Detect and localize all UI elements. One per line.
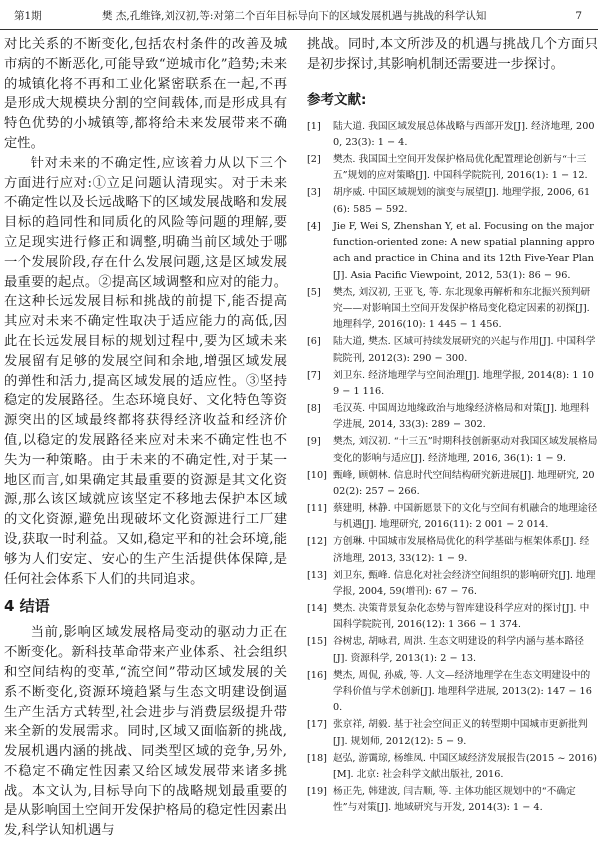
reference-item — [307, 634, 598, 667]
section-title: 4 结语 — [4, 597, 50, 616]
reference-item — [307, 119, 598, 152]
reference-number: [19] — [307, 785, 327, 797]
reference-item — [307, 185, 598, 218]
reference-number: [6] — [307, 336, 321, 348]
reference-text: 刘卫东. 经济地理学与空间治理[J]. 地理学报, 2014(8): 1 109 − 1 116. — [333, 369, 594, 398]
reference-text: 蔡建明, 林静. 中国新愿景下的文化与空间有机融合的地理途径与机遇[J]. 地理研究, 2016(11): 2 001 − 2 014. — [333, 502, 598, 531]
running-title: 樊 杰,孔维锋,刘汉初,等:对第二个百年目标导向下的区域发展机遇与挑战的科学认知 — [102, 10, 487, 22]
reference-number: [16] — [307, 669, 327, 681]
reference-text: 胡序威. 中国区域规划的演变与展望[J]. 地理学报, 2006, 61(6): 585 − 592. — [333, 187, 591, 215]
reference-number: [5] — [307, 286, 321, 298]
reference-number: [15] — [307, 636, 327, 648]
reference-item — [307, 501, 598, 534]
reference-item — [307, 717, 598, 750]
reference-item — [307, 468, 598, 501]
reference-number: [4] — [307, 220, 321, 232]
reference-number: [1] — [307, 120, 321, 132]
conclusion-paragraph: 当前,影响区域发展格局变动的驱动力正在不断变化。新科技革命带来产业体系、社会组织和空间结构的变革,“流空间”带动区域发展的关系不断变化,资源环境趋紧与生态文明建设倒逼生产生活方式转型,社会进步与消费层级提升带来全新的发展需求。同时,区域又面临新的挑战,发展机遇内涵的挑战、同类型区域的竞争,另外,不稳定不确定性因素又给区域发展带来诸多挑战。本文认为,目标导向下的战略规划最重要的是从影响国土空间开发保护格局的稳定性因素出发,科学认知机遇与 — [4, 625, 287, 839]
issue-label: 第1期 — [14, 10, 42, 22]
reference-number: [7] — [307, 369, 321, 381]
reference-text: 谷树忠, 胡咏君, 周洪. 生态文明建设的科学内涵与基本路径[J]. 资源科学, 2013(1): 2 − 13. — [333, 636, 584, 664]
reference-text: 杨正先, 韩建波, 闫吉顺, 等. 主体功能区规划中的“不确定性”与对策[J]. 地域研究与开发, 2014(3): 1 − 4. — [333, 785, 576, 814]
reference-number: [3] — [307, 187, 321, 199]
reference-text: 毛汉英. 中国周边地缘政治与地缘经济格局和对策[J]. 地理科学进展, 2014, 33(3): 289 − 302. — [333, 403, 590, 431]
reference-item — [307, 152, 598, 185]
reference-number: [12] — [307, 536, 327, 548]
left-column — [4, 35, 287, 839]
reference-item — [307, 601, 598, 634]
reference-text: 樊杰. 我国国土空间开发保护格局优化配置理论创新与“十三五”规划的应对策略[J]. 中国科学院院刊, 2016(1): 1 − 12. — [333, 153, 588, 182]
reference-text: Jie F, Wei S, Zhenshan Y, et al. Focusing on the major function-oriented zone: A new spatial planning approach and practice in China and its 12th Five-Year Plan[J]. Asia Pacific Viewpoint, 2012, 53(1): 86 − 96. — [333, 220, 595, 281]
reference-item — [307, 334, 598, 367]
reference-number: [10] — [307, 469, 327, 481]
references-title: 参考文献: — [307, 91, 367, 108]
running-header — [14, 7, 582, 27]
body-paragraph-continuation: 挑战。同时,本文所涉及的机遇与挑战几个方面只是初步探讨,其影响机制还需要进一步探讨。 — [307, 37, 598, 72]
reference-text: 赵弘, 游霭琼, 杨维凤. 中国区域经济发展报告(2015 ~ 2016)[M]. 北京: 社会科学文献出版社, 2016. — [333, 752, 597, 780]
reference-item — [307, 219, 598, 285]
body-paragraph: 针对未来的不确定性,应该着力从以下三个方面进行应对:①立足问题认清现实。对于未来不确定性以及长远战略下的区域发展战略和发展目标的趋同性和同质化的风险等问题的理解,要立足现实进行修正和调整,明确当前区域处于哪一个发展阶段,存在什么发展问题,这是区域发展最重要的起点。②提高区域调整和应对的能力。在这种长远发展目标和挑战的前提下,能否提高其应对未来不确定性取决于适应能力的高低,因此在长远发展目标的规划过程中,要为区域未来发展留有足够的发展空间和余地,增强区域发展的弹性和活力,提高区域发展的适应性。③坚持稳定的发展路径。生态环境良好、文化特色等资源突出的区域最终都将获得经济收益和经济价值,以稳定的发展路径来应对未来不确定性也不失为一种策略。由于未来的不确定性,对于某一地区而言,如果确定其最重要的资源是其文化资源,那么该区域就应该坚定不移地去保护本区域的文化资源,避免出现破坏文化资源进行工厂建设,获取一时利益。又如,稳定平和的社会环境,能够为人们安定、安心的生产生活提供体保障,是任何社会体系下人们的共同追求。 — [4, 155, 287, 587]
reference-item — [307, 401, 598, 434]
reference-text: 樊杰, 刘汉初, 王亚飞, 等. 东北现象再解析和东北振兴预判研究——对影响国土空间开发保护格局变化稳定因素的初探[J]. 地理科学, 2016(10): 1 445 − 1 456. — [333, 286, 591, 331]
reference-item — [307, 368, 598, 401]
reference-text: 张京祥, 胡毅. 基于社会空间正义的转型期中国城市更新批判[J]. 规划师, 2012(12): 5 − 9. — [333, 719, 588, 747]
reference-item — [307, 434, 598, 467]
reference-item — [307, 751, 598, 784]
reference-text: 樊杰, 周侃, 孙威, 等. 人文—经济地理学在生态文明建设中的学科价值与学术创新[J]. 地理科学进展, 2013(2): 147 − 160. — [333, 669, 592, 714]
reference-text: 樊杰, 刘汉初. “十三五”时期科技创新驱动对我国区域发展格局变化的影响与适应[J]. 经济地理, 2016, 36(1): 1 − 9. — [333, 436, 598, 464]
reference-number: [8] — [307, 403, 321, 414]
reference-item — [307, 568, 598, 601]
reference-item — [307, 784, 598, 817]
reference-number: [9] — [307, 436, 321, 448]
reference-number: [13] — [307, 569, 327, 581]
reference-number: [18] — [307, 752, 327, 764]
page-number: 7 — [575, 10, 582, 22]
reference-text: 刘卫东, 甄峰. 信息化对社会经济空间组织的影响研究[J]. 地理学报, 2004, 59(增刊): 67 − 76. — [333, 569, 596, 597]
reference-number: [2] — [307, 153, 321, 165]
reference-list — [307, 119, 598, 817]
reference-text: 陆大道. 我国区域发展总体战略与西部开发[J]. 经济地理, 2000, 23(3): 1 − 4. — [333, 120, 595, 148]
header-rule — [0, 29, 598, 30]
reference-item — [307, 668, 598, 717]
reference-number: [14] — [307, 602, 327, 614]
reference-number: [11] — [307, 502, 327, 514]
body-paragraph: 对比关系的不断变化,包括农村条件的改善及城市病的不断恶化,可能导致“逆城市化”趋势;未来的城镇化将不再和工业化紧密联系在一起,不再是形成大规模块分割的空间载体,而是形成具有特色优势的小城镇等,都将给未来发展带来不确定性。 — [4, 37, 287, 151]
right-column — [307, 35, 598, 814]
reference-text: 樊杰. 决策背景复杂化态势与智库建设科学应对的探讨[J]. 中国科学院院刊, 2016(12): 1 366 − 1 374. — [333, 602, 590, 631]
reference-text: 甄峰, 顾朝林. 信息时代空间结构研究新进展[J]. 地理研究, 2002(2): 257 − 266. — [333, 469, 595, 498]
reference-text: 陆大道, 樊杰. 区域可持续发展研究的兴起与作用[J]. 中国科学院院刊, 2012(3): 290 − 300. — [333, 336, 596, 364]
reference-item — [307, 285, 598, 334]
reference-number: [17] — [307, 719, 327, 731]
reference-text: 方创琳. 中国城市发展格局优化的科学基础与框架体系[J]. 经济地理, 2013, 33(12): 1 − 9. — [333, 536, 590, 564]
reference-item — [307, 534, 598, 567]
